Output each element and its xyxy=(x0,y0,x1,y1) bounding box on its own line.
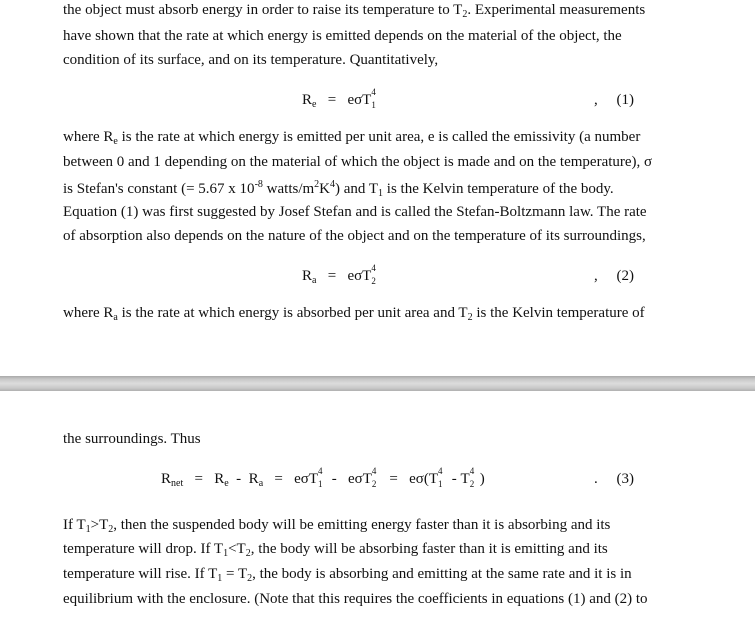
text-line: where $R_e$ is the rate at which energy is emitted per unit area, e is called the emissivity (a number xyxy=(63,129,641,147)
text-line: have shown that the rate at which energy is emitted depends on the material of the object, the xyxy=(63,28,622,44)
equation-number-1: , (1) xyxy=(594,92,634,108)
text-line: Equation (1) was first suggested by Josef Stefan and is called the Stefan-Boltzmann law. The rate xyxy=(63,204,647,220)
text-line: temperature will rise. If $T_1 = T_2$, the body is absorbing and emitting at the same rate and it is in xyxy=(63,566,632,584)
document-page-2 xyxy=(0,391,755,617)
text-line: the object must absorb energy in order to raise its temperature to $T_2$. Experimental measurements xyxy=(63,2,646,20)
page-separator xyxy=(0,376,755,391)
text-line: of absorption also depends on the nature of the object and on the temperature of its surroundings, xyxy=(63,228,646,244)
text-line: If $T_1>T_2$, then the suspended body will be emitting energy faster than it is absorbing and its xyxy=(63,517,611,535)
equation-3: $R_{net}$ = $R_e - R_a$ = eσT 4 1 - eσT 4 2 = eσ(T 4 1 - T 4 2 ) xyxy=(161,466,485,489)
equation-number-3: . (3) xyxy=(594,471,634,487)
equation-number-2: , (2) xyxy=(594,268,634,284)
text-line: condition of its surface, and on its temperature. Quantitatively, xyxy=(63,52,439,68)
text-line: where $R_a$ is the rate at which energy is absorbed per unit area and $T_2$ is the Kelvin temperature of xyxy=(63,305,645,323)
text-line: temperature will drop. If $T_1<T_2$, the body will be absorbing faster than it is emitting and its xyxy=(63,541,608,559)
text-line: equilibrium with the enclosure. (Note that this requires the coefficients in equations (1) and (2) to xyxy=(63,591,648,607)
equation-2: $R_a$ = eσT 4 2 xyxy=(302,263,376,286)
text-line: between 0 and 1 depending on the material of which the object is made and on the temperature), σ xyxy=(63,154,653,170)
equation-1: $R_e$ = eσT 4 1 xyxy=(302,87,376,110)
text-line: the surroundings. Thus xyxy=(63,431,201,447)
text-line: is Stefan's constant (= 5.67 x $10^{-8}$ watts/$m^2K^4$) and $T_1$ is the Kelvin temperature of the body. xyxy=(63,179,614,199)
